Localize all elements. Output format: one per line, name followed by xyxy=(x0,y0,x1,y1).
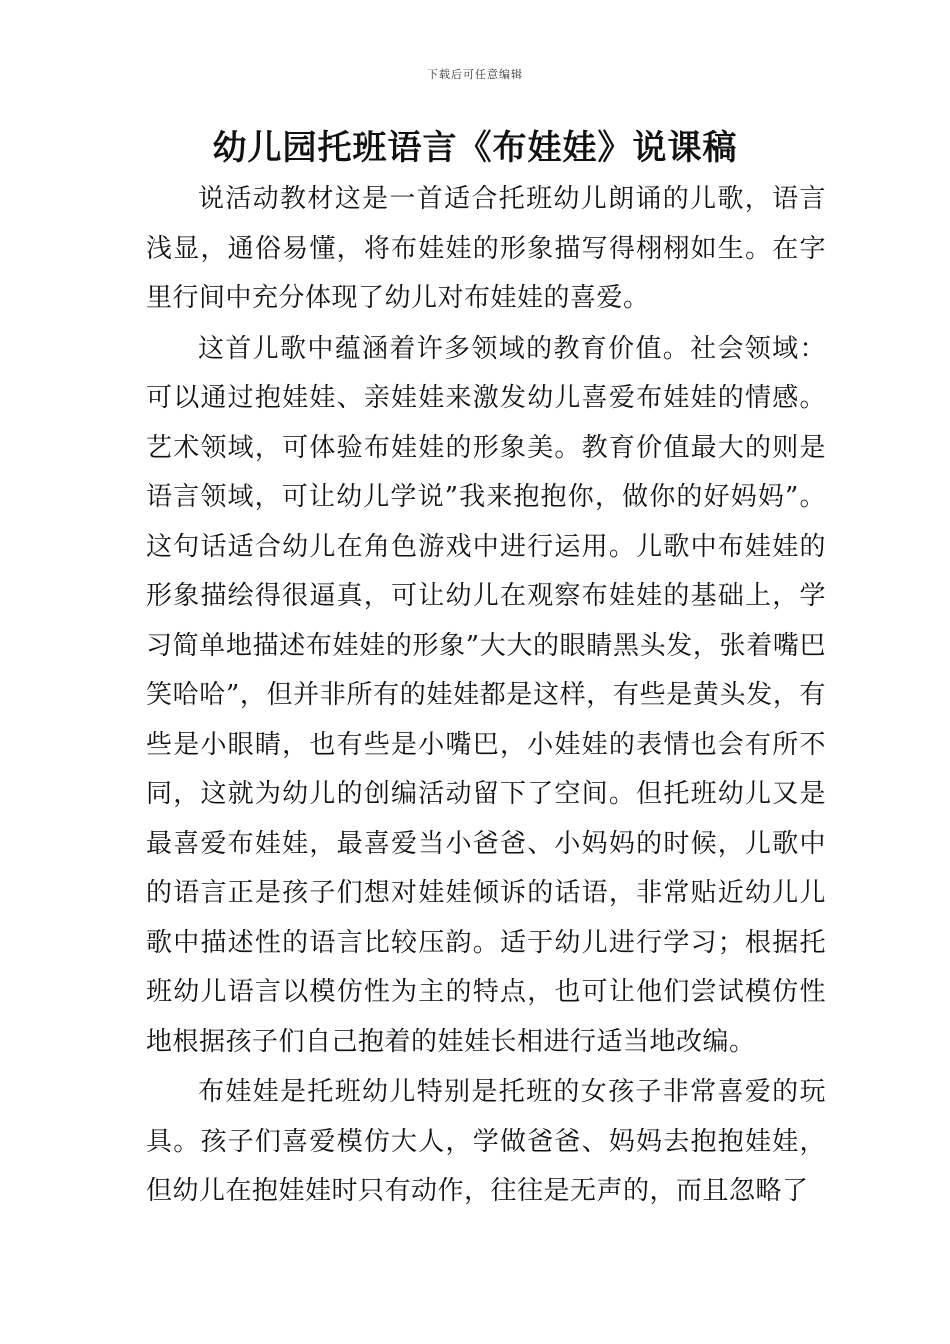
document-body xyxy=(146,175,826,1217)
paragraph-educational-value: 这首儿歌中蕴涵着许多领域的教育价值。社会领域：可以通过抱娃娃、亲娃娃来激发幼儿喜爱布娃娃的情感。艺术领域，可体验布娃娃的形象美。教育价值最大的则是语言领域，可让幼儿学说”我来抱抱你，做你的好妈妈”。这句话适合幼儿在角色游戏中进行运用。儿歌中布娃娃的形象描绘得很逼真，可让幼儿在观察布娃娃的基础上，学习简单地描述布娃娃的形象”大大的眼睛黑头发，张着嘴巴笑哈哈”，但并非所有的娃娃都是这样，有些是黄头发，有些是小眼睛，也有些是小嘴巴，小娃娃的表情也会有所不同，这就为幼儿的创编活动留下了空间。但托班幼儿又是最喜爱布娃娃，最喜爱当小爸爸、小妈妈的时候，儿歌中的语言正是孩子们想对娃娃倾诉的话语，非常贴近幼儿儿歌中描述性的语言比较压韵。适于幼儿进行学习；根据托班幼儿语言以模仿性为主的特点，也可让他们尝试模仿性地根据孩子们自己抱着的娃娃长相进行适当地改编。 xyxy=(146,333,826,1057)
document-title: 幼儿园托班语言《布娃娃》说课稿 xyxy=(212,128,738,168)
paragraph-intro: 说活动教材这是一首适合托班幼儿朗诵的儿歌，语言浅显，通俗易懂，将布娃娃的形象描写得栩栩如生。在字里行间中充分体现了幼儿对布娃娃的喜爱。 xyxy=(146,184,826,313)
paragraph-doll-toy: 布娃娃是托班幼儿特别是托班的女孩子非常喜爱的玩具。孩子们喜爱模仿大人，学做爸爸、妈妈去抱抱娃娃，但幼儿在抱娃娃时只有动作，往往是无声的，而且忽略了 xyxy=(146,1077,826,1206)
header-note: 下载后可任意编辑 xyxy=(427,68,523,81)
